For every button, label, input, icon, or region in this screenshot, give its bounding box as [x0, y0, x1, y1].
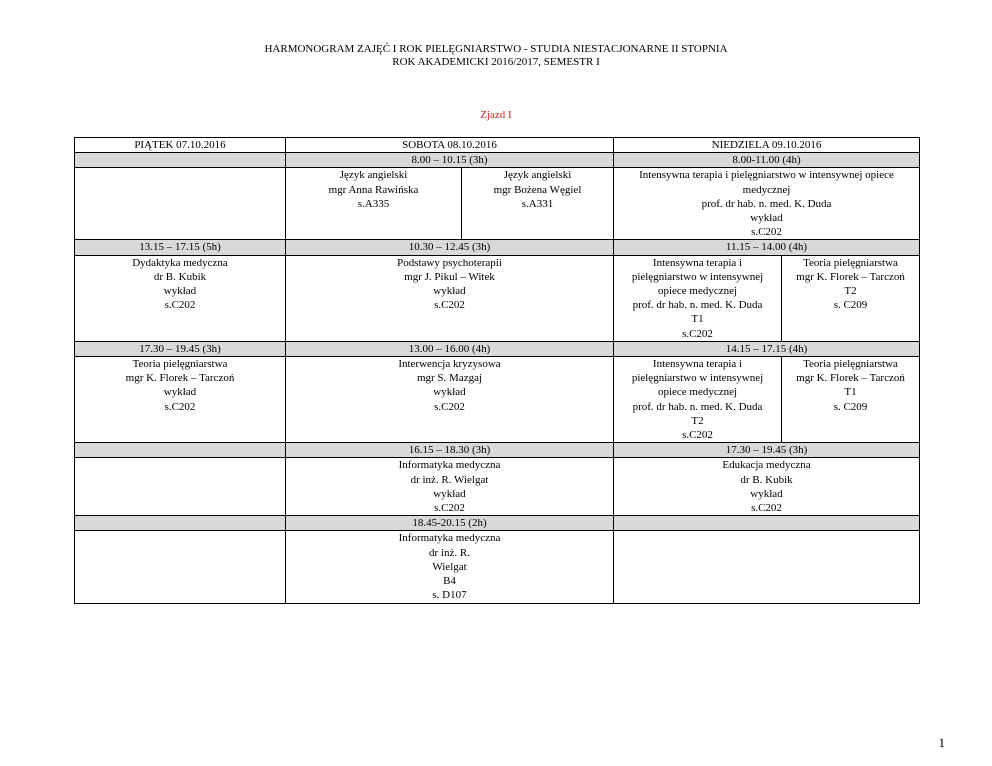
day-sunday: NIEDZIELA 09.10.2016 — [614, 138, 920, 153]
class-line: Teoria pielęgniarstwa — [132, 358, 228, 371]
class-cell-empty — [75, 168, 286, 240]
class-line: prof. dr hab. n. med. K. Duda — [701, 197, 832, 210]
class-line: s.C202 — [164, 400, 196, 413]
class-line: mgr Anna Rawińska — [328, 183, 419, 196]
header-subtitle: ROK AKADEMICKI 2016/2017, SEMESTR I — [392, 56, 600, 68]
class-line: mgr K. Florek – Tarczoń — [796, 270, 905, 283]
class-line: dr B. Kubik — [740, 473, 793, 486]
time-row — [75, 443, 920, 458]
class-cell — [782, 357, 920, 443]
session-title: Zjazd I — [480, 109, 512, 121]
class-line: wykład — [433, 487, 466, 500]
time-cell: 17.30 – 19.45 (3h) — [75, 341, 286, 356]
class-line: prof. dr hab. n. med. K. Duda — [632, 400, 763, 413]
class-line: Teoria pielęgniarstwa — [803, 256, 898, 269]
class-line: Edukacja medyczna — [722, 459, 811, 472]
class-line: s.C202 — [682, 327, 713, 340]
class-line: pielęgniarstwo w intensywnej — [631, 372, 764, 385]
time-cell: 14.15 – 17.15 (4h) — [614, 341, 920, 356]
class-line: dr B. Kubik — [153, 270, 207, 283]
class-cell — [286, 255, 614, 341]
time-cell: 13.00 – 16.00 (4h) — [286, 341, 614, 356]
class-line: s.C202 — [751, 226, 782, 239]
time-row — [75, 153, 920, 168]
class-cell — [614, 168, 920, 240]
class-line: wykład — [163, 386, 197, 399]
class-line: Wielgat — [432, 560, 467, 573]
class-cell-empty — [75, 458, 286, 516]
class-line: s.C202 — [434, 502, 465, 515]
class-cell — [614, 458, 920, 516]
class-row — [75, 531, 920, 603]
class-line: Intensywna terapia i pielęgniarstwo w intensywnej opiece — [639, 169, 894, 182]
class-line: s. D107 — [432, 589, 467, 602]
class-line: wykład — [433, 285, 466, 298]
class-line: s. C209 — [833, 400, 868, 413]
class-row — [75, 458, 920, 516]
class-cell — [75, 357, 286, 443]
class-line: pielęgniarstwo w intensywnej — [631, 270, 764, 283]
class-line: Intensywna terapia i — [652, 358, 743, 371]
class-line: opiece medycznej — [657, 386, 738, 399]
class-cell — [782, 255, 920, 341]
class-line: mgr J. Pikul – Witek — [404, 270, 495, 283]
class-cell — [75, 255, 286, 341]
time-row — [75, 516, 920, 531]
class-line: Informatyka medyczna — [398, 459, 501, 472]
class-line: T1 — [844, 386, 857, 399]
time-cell: 8.00 – 10.15 (3h) — [286, 153, 614, 168]
class-line: mgr K. Florek – Tarczoń — [125, 372, 235, 385]
class-line: medycznej — [742, 183, 791, 196]
class-line: Język angielski — [503, 169, 572, 182]
class-line: T1 — [691, 313, 704, 326]
class-line: s.C202 — [434, 400, 465, 413]
class-line: s.C202 — [434, 299, 465, 312]
class-line: prof. dr hab. n. med. K. Duda — [632, 299, 763, 312]
time-cell: 18.45-20.15 (2h) — [286, 516, 614, 531]
class-line: Intensywna terapia i — [652, 256, 743, 269]
class-line: T2 — [691, 414, 704, 427]
class-row — [75, 255, 920, 341]
class-line: opiece medycznej — [657, 285, 738, 298]
class-line: dr inż. R. — [429, 546, 470, 559]
class-line: Informatyka medyczna — [398, 532, 501, 545]
class-line: dr inż. R. Wielgat — [410, 473, 489, 486]
time-cell: 17.30 – 19.45 (3h) — [614, 443, 920, 458]
class-line: wykład — [750, 212, 783, 225]
class-row — [75, 357, 920, 443]
class-line: mgr K. Florek – Tarczoń — [796, 372, 905, 385]
header-title: HARMONOGRAM ZAJĘĆ I ROK PIELĘGNIARSTWO - STUDIA NIESTACJONARNE II STOPNIA — [264, 43, 728, 55]
class-cell — [286, 357, 614, 443]
time-cell-empty — [75, 443, 286, 458]
class-line: B4 — [443, 575, 456, 588]
class-line: wykład — [163, 285, 197, 298]
class-cell-empty — [75, 531, 286, 603]
class-line: s.A331 — [521, 197, 554, 210]
day-header-row — [75, 138, 920, 153]
class-line: s.C202 — [682, 429, 713, 442]
document-header — [0, 43, 992, 69]
class-line: wykład — [750, 487, 783, 500]
class-cell — [286, 168, 462, 240]
time-row — [75, 240, 920, 255]
class-cell — [614, 255, 782, 341]
class-cell — [286, 458, 614, 516]
class-line: T2 — [844, 285, 857, 298]
class-line: wykład — [433, 386, 466, 399]
page-number: 1 — [938, 735, 945, 750]
time-cell: 13.15 – 17.15 (5h) — [75, 240, 286, 255]
day-saturday: SOBOTA 08.10.2016 — [286, 138, 614, 153]
schedule-table — [74, 137, 920, 604]
class-cell-empty — [614, 531, 920, 603]
time-cell: 10.30 – 12.45 (3h) — [286, 240, 614, 255]
day-friday: PIĄTEK 07.10.2016 — [75, 138, 286, 153]
class-cell — [286, 531, 614, 603]
class-line: s.A335 — [357, 197, 390, 210]
time-cell-empty — [75, 516, 286, 531]
class-line: Dydaktyka medyczna — [132, 256, 228, 269]
time-cell: 11.15 – 14.00 (4h) — [614, 240, 920, 255]
class-line: Podstawy psychoterapii — [397, 256, 502, 269]
class-line: Język angielski — [339, 169, 408, 182]
class-line: mgr Bożena Węgiel — [493, 183, 582, 196]
class-line: Teoria pielęgniarstwa — [803, 358, 898, 371]
class-line: Interwencja kryzysowa — [398, 358, 501, 371]
class-row — [75, 168, 920, 240]
time-cell: 16.15 – 18.30 (3h) — [286, 443, 614, 458]
class-cell — [462, 168, 614, 240]
class-line: s.C202 — [751, 502, 782, 515]
class-line: s. C209 — [833, 299, 868, 312]
time-cell-empty — [75, 153, 286, 168]
time-row — [75, 341, 920, 356]
time-cell-empty — [614, 516, 920, 531]
class-line: mgr S. Mazgaj — [416, 372, 483, 385]
class-cell — [614, 357, 782, 443]
time-cell: 8.00-11.00 (4h) — [614, 153, 920, 168]
class-line: s.C202 — [164, 299, 196, 312]
